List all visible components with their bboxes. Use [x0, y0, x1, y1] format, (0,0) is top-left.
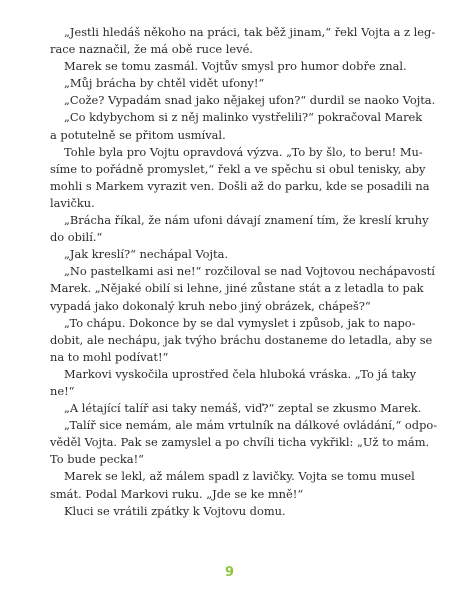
text-line: „Jestli hledáš někoho na práci, tak běž jinam,“ řekl Vojta a z leg-	[64, 25, 436, 39]
text-line: „Jak kreslí?“ nechápal Vojta.	[64, 247, 229, 262]
text-line: ne!“	[50, 383, 75, 398]
text-line: na to mohl podívat!“	[50, 349, 169, 364]
text-line: „No pastelkami asi ne!“ rozčiloval se nad Vojtovou nechápavostí	[64, 264, 435, 279]
text-line: mohli s Markem vyrazit ven. Došli až do parku, kde se posadili na	[50, 178, 430, 193]
text-line: síme to pořádně promyslet,“ řekl a ve spěchu si obul tenisky, aby	[50, 161, 426, 176]
text-line: a potutelně se přitom usmíval.	[50, 127, 226, 142]
body-text	[50, 24, 438, 520]
text-line: Marek. „Nějaké obilí si lehne, jiné zůstane stát a z letadla to pak	[50, 281, 424, 296]
text-line: Tohle byla pro Vojtu opravdová výzva. „To by šlo, to beru! Mu-	[64, 144, 423, 159]
text-line: lavičku.	[50, 195, 95, 210]
text-line: „Cože? Vypadám snad jako nějakej ufon?“ durdil se naoko Vojta.	[64, 93, 436, 108]
text-line: To bude pecka!“	[50, 452, 144, 467]
text-line: smát. Podal Markovi ruku. „Jde se ke mně!“	[50, 486, 304, 501]
text-line: Marek se tomu zasmál. Vojtův smysl pro humor dobře znal.	[64, 59, 407, 74]
text-line: Kluci se vrátili zpátky k Vojtovu domu.	[64, 503, 286, 518]
text-line: dobit, ale nechápu, jak tvýho bráchu dostaneme do letadla, aby se	[50, 332, 433, 347]
text-line: „Co kdybychom si z něj malinko vystřelili?“ pokračoval Marek	[64, 110, 423, 125]
text-line: věděl Vojta. Pak se zamyslel a po chvíli ticha vykřikl: „Už to mám.	[50, 435, 430, 450]
text-line: vypadá jako dokonalý kruh nebo jiný obrázek, chápeš?“	[50, 298, 371, 313]
text-line: „A létající talíř asi taky nemáš, viď?“ zeptal se zkusmo Marek.	[64, 401, 422, 416]
text-line: „Talíř sice nemám, ale mám vrtulník na dálkové ovládání,“ odpo-	[64, 418, 438, 433]
text-line: Markovi vyskočila uprostřed čela hluboká vráska. „To já taky	[64, 366, 417, 381]
text-line: race naznačil, že má obě ruce levé.	[50, 42, 253, 57]
page-number: 9	[224, 565, 235, 580]
text-line: do obilí.“	[50, 230, 103, 245]
text-line: „Brácha říkal, že nám ufoni dávají znamení tím, že kreslí kruhy	[64, 213, 429, 228]
text-line: „To chápu. Dokonce by se dal vymyslet i způsob, jak to napo-	[64, 315, 416, 330]
text-line: Marek se lekl, až málem spadl z lavičky. Vojta se tomu musel	[64, 469, 415, 484]
text-line: „Můj brácha by chtěl vidět ufony!“	[64, 76, 265, 91]
